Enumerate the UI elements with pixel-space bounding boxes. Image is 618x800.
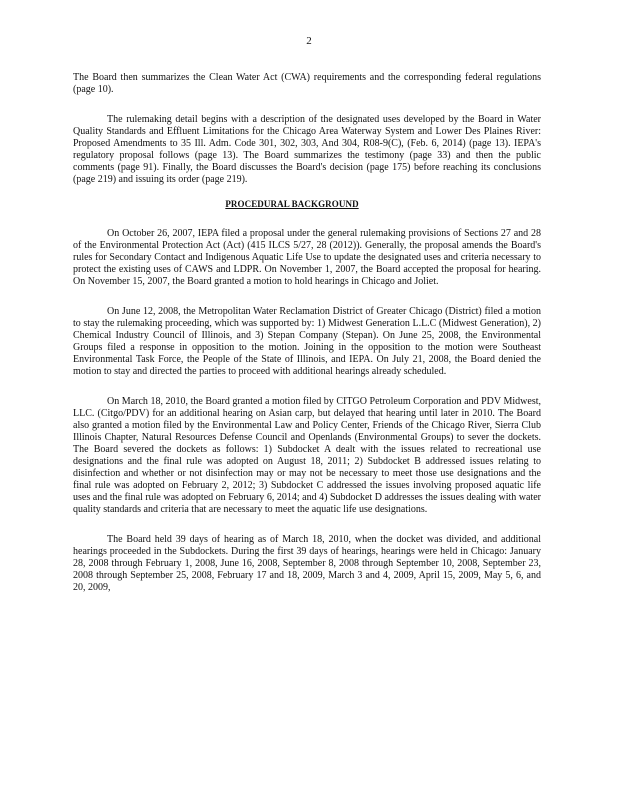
section-heading xyxy=(73,198,541,210)
paragraph-hearings: The Board held 39 days of hearing as of March 18, 2010, when the docket was divided, and additional hearings proceeded in the Subdockets. During the first 39 days of hearings, hearings were held in Chicago: January 28, 2008 through February 1, 2008, June 16, 2008, September 8, 2008 through September 10, 2008, September 23, 2008 through September 25, 2008, February 17 and 18, 2009, March 3 and 4, 2009, April 15, 2009, May 5, 6, and 20, 2009, xyxy=(73,534,541,593)
document-body xyxy=(73,72,541,612)
paragraph-october-2007: On October 26, 2007, IEPA filed a proposal under the general rulemaking provisions of Sections 27 and 28 of the Environmental Protection Act (Act) (415 ILCS 5/27, 28 (2012)). Generally, the proposal amends the Board's rules for Secondary Contact and Indigenous Aquatic Life Use to update the designated uses and criteria necessary to protect the existing uses of CAWS and LDPR. On November 1, 2007, the Board accepted the proposal for hearing. On November 15, 2007, the Board granted a motion to hold hearings in Chicago and Joliet. xyxy=(73,228,541,287)
paragraph-rulemaking-detail: The rulemaking detail begins with a description of the designated uses developed by the Board in Water Quality Standards and Effluent Limitations for the Chicago Area Waterway System and Lower Des Plaines River: Proposed Amendments to 35 Ill. Adm. Code 301, 302, 303, And 304, R08-9(C), (Feb. 6, 2014) (page 13). IEPA's regulatory proposal follows (page 13). The Board summarizes the testimony (page 33) and then the public comments (page 91). Finally, the Board discusses the Board's decision (page 175) before reaching its conclusions (page 219) and issuing its order (page 219). xyxy=(73,114,541,185)
paragraph-june-2008: On June 12, 2008, the Metropolitan Water Reclamation District of Greater Chicago (District) filed a motion to stay the rulemaking proceeding, which was supported by: 1) Midwest Generation L.L.C (Midwest Generation), 2) Chemical Industry Council of Illinois, and 3) Stepan Company (Stepan). On June 25, 2008, the Environmental Groups filed a response in opposition to the motion. Joining in the opposition to the motion were Southeast Environmental Task Force, the People of the State of Illinois, and IEPA. On July 21, 2008, the Board denied the motion to stay and directed the parties to proceed with additional hearings already scheduled. xyxy=(73,306,541,377)
paragraph-march-2010: On March 18, 2010, the Board granted a motion filed by CITGO Petroleum Corporation and PDV Midwest, LLC. (Citgo/PDV) for an additional hearing on Asian carp, but delayed that hearing until later in 2010. The Board also granted a motion filed by the Environmental Law and Policy Center, Friends of the Chicago River, Sierra Club Illinois Chapter, Natural Resources Defense Council and Openlands (Environmental Groups) to sever the dockets. The Board severed the dockets as follows: 1) Subdocket A dealt with the issues related to recreational use designations and the final rule was adopted on August 18, 2011; 2) Subdocket B addressed issues relating to disinfection and whether or not disinfection may or may not be necessary to meet those use designations and the final rule was adopted on February 2, 2012; 3) Subdocket C addressed the issues involving proposed aquatic life uses and the final rule was adopted on February 6, 2014; and 4) Subdocket D addresses the issues dealing with water quality standards and criteria that are necessary to meet the aquatic life use designations. xyxy=(73,396,541,515)
paragraph-summary-cwa: The Board then summarizes the Clean Water Act (CWA) requirements and the corresponding federal regulations (page 10). xyxy=(73,72,541,95)
section-heading-text: PROCEDURAL BACKGROUND xyxy=(225,199,359,209)
page-number: 2 xyxy=(306,35,312,47)
